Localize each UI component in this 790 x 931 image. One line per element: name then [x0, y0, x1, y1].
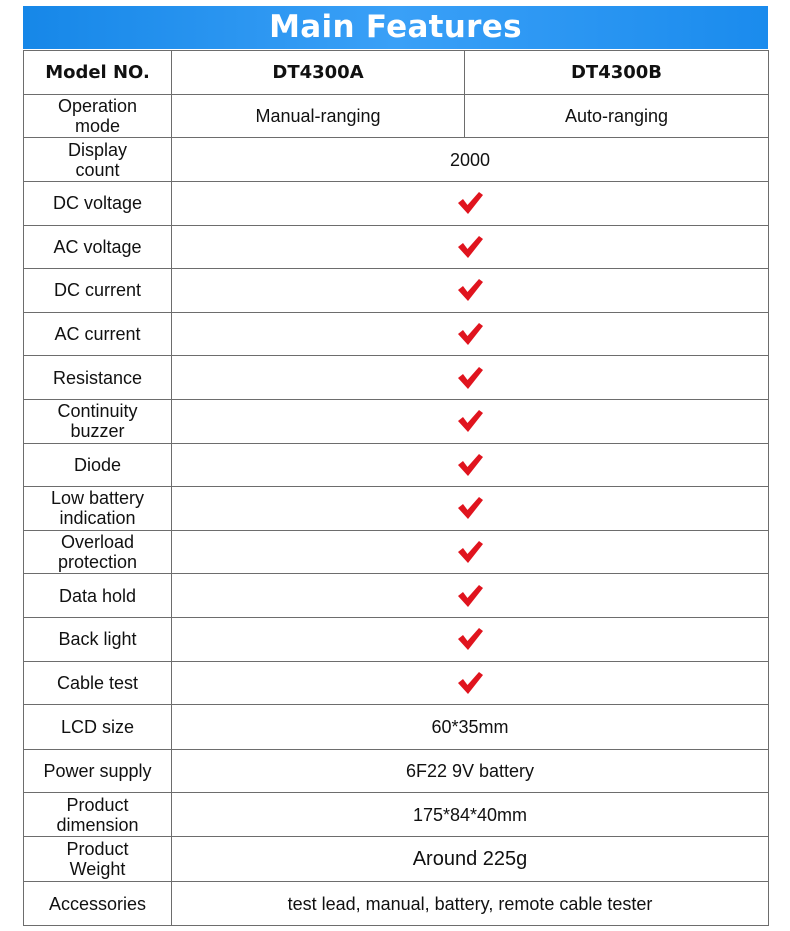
operation-mode-a: Manual-ranging [172, 95, 465, 138]
feature-label: DC voltage [24, 182, 172, 226]
display-count-value: 2000 [172, 138, 769, 182]
power-supply-label: Power supply [24, 750, 172, 793]
red-checkmark-icon [456, 277, 484, 303]
display-count-row [24, 138, 769, 182]
main-features-banner: Main Features [23, 6, 768, 49]
model-a-header: DT4300A [172, 51, 465, 95]
feature-label: Diode [24, 443, 172, 487]
feature-support [172, 443, 769, 487]
feature-label: Low battery indication [24, 487, 172, 531]
lcd-size-value: 60*35mm [172, 705, 769, 750]
operation-mode-row [24, 95, 769, 138]
red-checkmark-icon [456, 452, 484, 478]
model-no-label: Model NO. [24, 51, 172, 95]
red-checkmark-icon [456, 626, 484, 652]
feature-support [172, 617, 769, 661]
feature-table [23, 50, 769, 926]
feature-support [172, 225, 769, 269]
feature-support [172, 269, 769, 313]
feature-label: AC current [24, 312, 172, 356]
feature-row [24, 617, 769, 661]
red-checkmark-icon [456, 408, 484, 434]
feature-row [24, 356, 769, 400]
accessories-label: Accessories [24, 882, 172, 926]
power-supply-row [24, 750, 769, 793]
feature-row [24, 487, 769, 531]
weight-label: Product Weight [24, 837, 172, 882]
header-row [24, 51, 769, 95]
red-checkmark-icon [456, 495, 484, 521]
feature-label: Resistance [24, 356, 172, 400]
feature-row [24, 182, 769, 226]
dimension-value: 175*84*40mm [172, 793, 769, 837]
feature-support [172, 182, 769, 226]
accessories-row [24, 882, 769, 926]
operation-mode-b: Auto-ranging [465, 95, 769, 138]
model-b-header: DT4300B [465, 51, 769, 95]
feature-row [24, 574, 769, 618]
feature-support [172, 661, 769, 705]
feature-support [172, 530, 769, 574]
feature-label: DC current [24, 269, 172, 313]
power-supply-value: 6F22 9V battery [172, 750, 769, 793]
red-checkmark-icon [456, 190, 484, 216]
feature-label: Back light [24, 617, 172, 661]
feature-support [172, 574, 769, 618]
red-checkmark-icon [456, 583, 484, 609]
feature-support [172, 312, 769, 356]
lcd-size-row [24, 705, 769, 750]
feature-row [24, 399, 769, 443]
feature-row [24, 443, 769, 487]
feature-row [24, 530, 769, 574]
lcd-size-label: LCD size [24, 705, 172, 750]
feature-support [172, 487, 769, 531]
feature-label: Data hold [24, 574, 172, 618]
dimension-label: Product dimension [24, 793, 172, 837]
red-checkmark-icon [456, 321, 484, 347]
weight-value: Around 225g [172, 837, 769, 882]
feature-row [24, 312, 769, 356]
weight-row [24, 837, 769, 882]
feature-row [24, 269, 769, 313]
red-checkmark-icon [456, 365, 484, 391]
feature-label: Overload protection [24, 530, 172, 574]
red-checkmark-icon [456, 234, 484, 260]
accessories-value: test lead, manual, battery, remote cable tester [172, 882, 769, 926]
display-count-label: Display count [24, 138, 172, 182]
feature-support [172, 399, 769, 443]
feature-row [24, 661, 769, 705]
dimension-row [24, 793, 769, 837]
operation-mode-label: Operation mode [24, 95, 172, 138]
feature-label: Cable test [24, 661, 172, 705]
red-checkmark-icon [456, 670, 484, 696]
feature-support [172, 356, 769, 400]
feature-label: AC voltage [24, 225, 172, 269]
feature-row [24, 225, 769, 269]
red-checkmark-icon [456, 539, 484, 565]
feature-label: Continuity buzzer [24, 399, 172, 443]
